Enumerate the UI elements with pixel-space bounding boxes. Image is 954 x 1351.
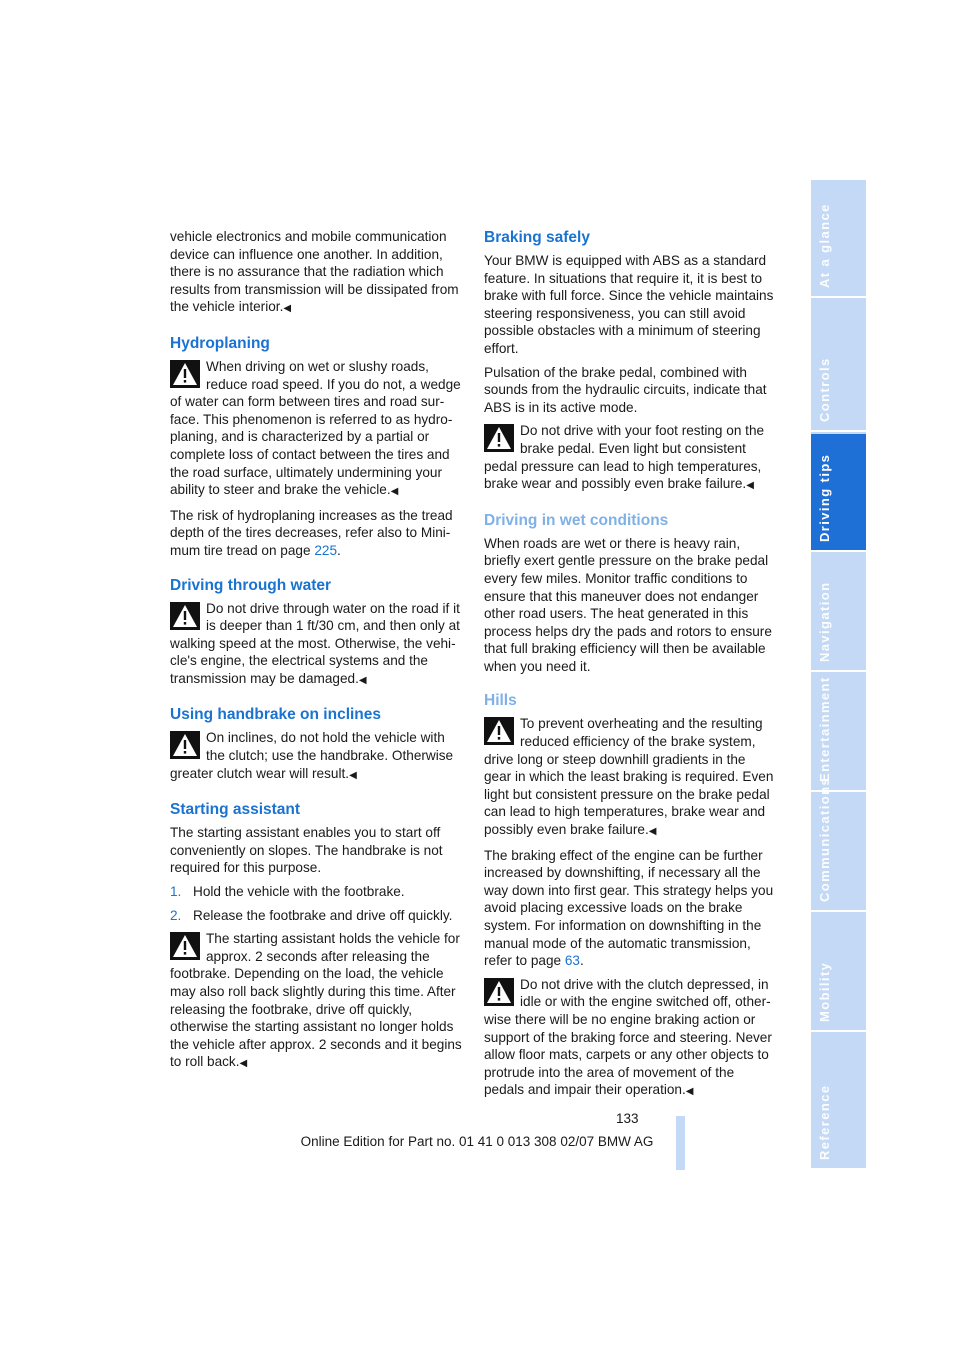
hydroplaning-paragraph: The risk of hydroplaning increases as the tread depth of the tires decreases, refer also to Minimum tire tread on page 225. xyxy=(170,507,453,558)
end-mark: ◀ xyxy=(746,480,754,492)
footer-edition xyxy=(0,1134,954,1149)
heading-braking-safely: Braking safely xyxy=(484,229,590,246)
steps-list xyxy=(170,883,462,924)
section-hills xyxy=(484,691,774,1100)
tab-entertainment[interactable] xyxy=(811,674,866,792)
warning-triangle-icon xyxy=(170,731,200,759)
left-column xyxy=(170,228,462,1079)
step-text: Release the footbrake and drive off quickly. xyxy=(193,907,453,923)
wet-paragraph: When roads are wet or there is heavy rain, briefly exert gentle pressure on the brake pedal every few miles. Monitor traffic conditions to ensure that this maneuver does not endanger other road users. The heat generated in this process helps dry the pads and rotors to ensure that full braking efficiency will then be available when you need it. xyxy=(484,535,772,674)
tab-at-a-glance[interactable] xyxy=(811,180,866,298)
section-starting-assistant xyxy=(170,800,462,1073)
heading-wet-conditions: Driving in wet conditions xyxy=(484,511,669,529)
heading-hills: Hills xyxy=(484,692,517,710)
tab-controls[interactable] xyxy=(811,314,866,432)
tab-navigation[interactable] xyxy=(811,554,866,672)
braking-paragraph-2: Pulsation of the brake pedal, combined with sounds from the hydraulic circuits, indicate that ABS is in its active mode. xyxy=(484,364,767,415)
warning-triangle-icon xyxy=(170,932,200,960)
tab-label: Reference xyxy=(817,1084,832,1160)
tab-label: Communications xyxy=(817,776,832,902)
tab-driving-tips[interactable] xyxy=(811,434,866,552)
end-mark: ◀ xyxy=(283,303,292,315)
end-mark: ◀ xyxy=(239,1058,248,1070)
tab-label: Navigation xyxy=(817,581,832,662)
warning-triangle-icon xyxy=(484,717,514,745)
page-number: 133 xyxy=(616,1111,639,1126)
warning-braking: Do not drive with your foot resting on the brake pedal. Even light but consistent pedal pressure can lead to high temperatures, brake wear and possibly even brake failure.◀ xyxy=(484,423,765,492)
end-mark: ◀ xyxy=(390,486,399,498)
tab-communications[interactable] xyxy=(811,776,866,912)
warning-triangle-icon xyxy=(484,424,514,452)
hills-paragraph: The braking effect of the engine can be further increased by downshifting, if necessary all the way down into first gear. This strategy helps you avoid placing excessive loads on the brake system. For information on downshifting in the manual mode of the automatic transmission, refer to page 63. xyxy=(484,847,774,969)
tab-label: Driving tips xyxy=(817,453,832,542)
section-braking-safely xyxy=(484,228,774,495)
warning-hills-1: To prevent overheating and the resulting reduced efficiency of the brake system, drive long or steep downhill gradients in the gear in which the least braking is required. Even light but consistent pressure on the brake pedal can lead to high temperatures, brake wear and possibly even brake failure.◀ xyxy=(484,716,774,838)
warning-triangle-icon xyxy=(170,360,200,388)
section-hydroplaning xyxy=(170,334,462,560)
step-number: 2. xyxy=(170,907,182,923)
list-item xyxy=(170,883,462,901)
warning-triangle-icon xyxy=(170,602,200,630)
tab-label: At a glance xyxy=(817,203,832,288)
heading-starting-assistant: Starting assistant xyxy=(170,801,301,819)
warning-hydroplaning: When driving on wet or slushy roads, reduce road speed. If you do not, a wedge of water can form between tires and road surface. This phenomenon is referred to as hydroplaning, and is characterized by a partial or complete loss of contact between the tires and the road surface, ultimately undermining your ability to steer and brake the vehicle.◀ xyxy=(170,358,461,498)
warning-triangle-icon xyxy=(484,978,514,1006)
list-item xyxy=(170,907,462,925)
edition-text: Online Edition for Part no. 01 41 0 013 308 02/07 BMW AG xyxy=(300,1134,654,1149)
right-column xyxy=(484,228,774,1107)
section-driving-through-water xyxy=(170,576,462,690)
intro-paragraph: vehicle electronics and mobile communication device can influence one another. In addition, there is no assurance that the radiation which results from transmission will be dissipated from the vehicle interior.◀ xyxy=(170,229,459,315)
section-handbrake xyxy=(170,705,462,784)
tab-label: Entertainment xyxy=(817,676,832,782)
step-text: Hold the vehicle with the footbrake. xyxy=(193,884,405,900)
warning-handbrake: On inclines, do not hold the vehicle with the clutch; use the handbrake. Otherwise greater clutch wear will result.◀ xyxy=(170,730,454,781)
end-mark: ◀ xyxy=(349,769,357,781)
step-number: 1. xyxy=(170,884,182,900)
tab-label: Controls xyxy=(817,357,832,422)
heading-driving-through-water: Driving through water xyxy=(170,576,332,594)
heading-handbrake: Using handbrake on inclines xyxy=(170,706,382,724)
tab-mobility[interactable] xyxy=(811,914,866,1032)
section-wet-conditions xyxy=(484,511,774,676)
warning-water: Do not drive through water on the road if it is deeper than 1 ft/30 cm, and then only at walking speed at the most. Otherwise, the vehicle's engine, the electrical systems and the transmission may be damaged.◀ xyxy=(170,600,460,686)
warning-hills-2: Do not drive with the clutch depressed, in idle or with the engine switched off, otherwise there will be no engine braking action or support of the braking force and steering. Never allow floor mats, carpets or any other objects to protrude into the area of movement of the pedals and impair their operation.◀ xyxy=(484,976,772,1098)
page-link-63[interactable]: 63 xyxy=(564,953,580,969)
end-mark: ◀ xyxy=(685,1086,694,1098)
end-mark: ◀ xyxy=(648,826,657,838)
assistant-paragraph: The starting assistant enables you to start off conveniently on slopes. The handbrake is not required for this purpose. xyxy=(170,825,443,876)
warning-assistant: The starting assistant holds the vehicle for approx. 2 seconds after releasing the footbrake. Depending on the load, the vehicle may also roll back slightly during this time. After releasing the footbrake, drive off quickly, otherwise the starting assistant no longer holds the vehicle after approx. 2 seconds and it begins to roll back.◀ xyxy=(170,931,462,1070)
end-mark: ◀ xyxy=(358,674,367,686)
braking-paragraph-1: Your BMW is equipped with ABS as a standard feature. In situations that require it, it is best to brake with full force. Since the vehicle maintains steering responsiveness, you can still avoid possible obstacles with a minimum of steering effort. xyxy=(484,253,774,356)
tab-label: Mobility xyxy=(817,961,832,1022)
heading-hydroplaning: Hydroplaning xyxy=(170,334,270,352)
chapter-sidebar xyxy=(811,180,866,1168)
page-link-225[interactable]: 225 xyxy=(314,542,338,558)
